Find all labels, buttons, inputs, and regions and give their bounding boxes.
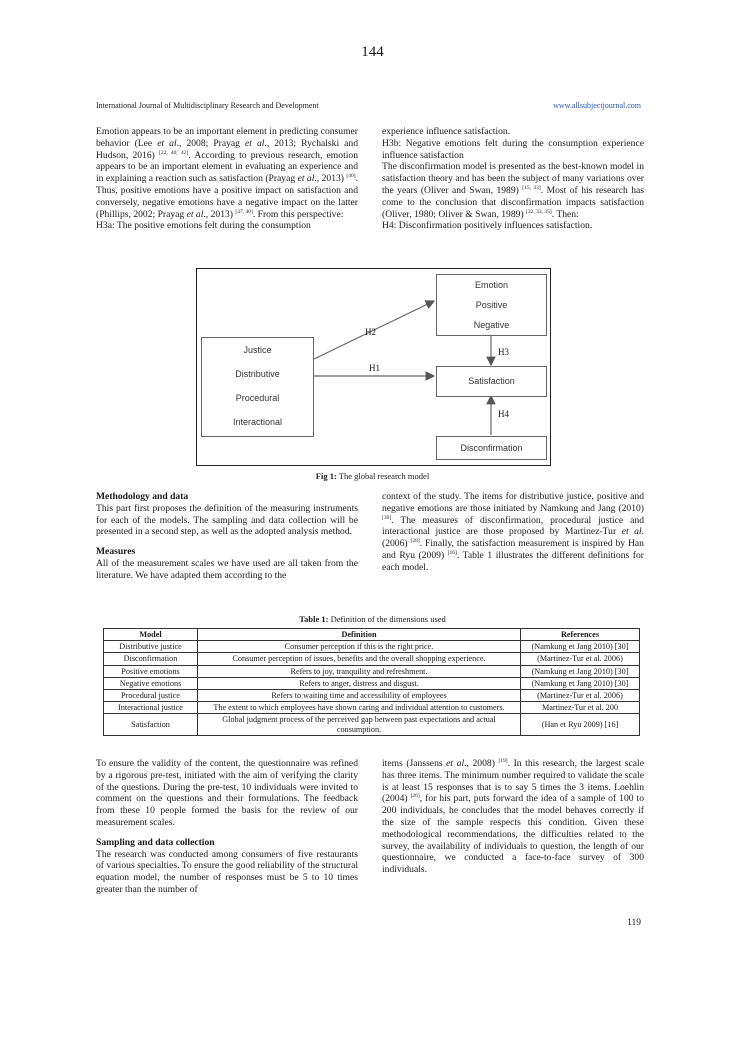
- justice-title: Justice: [243, 345, 272, 355]
- citation-ref: [15, 33]: [522, 184, 541, 191]
- citation-ref: [40]: [346, 173, 356, 179]
- cell-definition: Refers to anger, distress and disgust.: [198, 677, 521, 689]
- cell-model: Satisfaction: [104, 714, 198, 735]
- citation-ref: [32, 33, 35]: [526, 208, 552, 215]
- journal-title: International Journal of Multidisciplinary Research and Development: [96, 101, 319, 110]
- validity-right-column: [382, 758, 644, 876]
- text-run: H3b: Negative emotions felt during the consumption experience influence satisfaction: [382, 137, 644, 161]
- section-heading: Measures: [96, 546, 136, 558]
- cell-definition: Refers to joy, tranquility and refreshment.: [198, 665, 521, 677]
- text-run: H3a: The positive emotions felt during the consumption: [96, 220, 311, 232]
- cell-definition: Consumer perception of issues, benefits and the overall shopping experience.: [198, 653, 521, 665]
- text-run: . From this perspective:: [252, 208, 344, 220]
- cell-reference: (Martinez-Tur et al. 2006): [521, 690, 640, 702]
- journal-website[interactable]: www.allsubjectjournal.com: [553, 101, 641, 110]
- section-heading: Methodology and data: [96, 491, 189, 502]
- h3-label: H3: [498, 347, 509, 357]
- text-run: H4: Disconfirmation positively influences satisfaction.: [382, 220, 593, 232]
- text-run: The research was conducted among consumers of five restaurants of various specialties. To ensure the good reliability of the structural equation model, the number of responses must be 5 to 10 times greater than the number of: [96, 848, 358, 895]
- citation-ref: [16]: [447, 549, 457, 556]
- col-header-model: Model: [104, 629, 198, 641]
- page-top-number: 144: [361, 44, 384, 60]
- paragraph: [96, 503, 358, 538]
- italic-text: et al: [245, 137, 265, 149]
- text-run: The disconfirmation model is presented as the best-known model in satisfaction theory and has been the subject of many variations over the years (Oliver and Swan, 1989): [382, 161, 644, 196]
- satisfaction-box: Satisfaction: [436, 366, 547, 397]
- methodology-right-column: [382, 491, 644, 574]
- text-run: ., 2008): [464, 758, 499, 769]
- cell-reference: (Namkung et Jang 2010) [30]: [521, 665, 640, 677]
- paragraph: [96, 558, 358, 582]
- research-model-figure: [196, 268, 551, 466]
- emotion-title: Emotion: [474, 280, 509, 290]
- table-caption-label: Table 1:: [299, 614, 329, 624]
- cell-reference: (Martinez-Tur et al. 2006): [521, 653, 640, 665]
- cell-definition: Global judgment process of the perceived gap between past expectations and actual consumption.: [198, 714, 521, 735]
- text-run: context of the study. The items for distributive justice, positive and negative emotions are those initiated by Namkung and Jang (2010): [382, 491, 644, 514]
- paragraph: [382, 491, 644, 574]
- text-run: . Then:: [551, 208, 579, 220]
- cell-model: Interactional justice: [104, 702, 198, 714]
- validity-left-column: [96, 758, 358, 896]
- text-run: ., 2013; Rychalski and Hudson, 2016): [96, 137, 358, 161]
- justice-procedural: Procedural: [235, 393, 280, 403]
- italic-text: et al: [621, 526, 642, 538]
- cell-reference: (Han et Ryu 2009) [16]: [521, 714, 640, 735]
- italic-text: et al: [297, 173, 315, 185]
- paragraph: [96, 758, 358, 829]
- figure-caption: [196, 471, 549, 481]
- text-run: . In this research, the largest scale has three items. The minimum number required to validate the scale is at least 15 responses that is to say 5 times the 3 items. Loehlin (2004): [382, 758, 644, 805]
- intro-left-column: [96, 126, 358, 232]
- cell-definition: Refers to waiting time and accessibility of employees: [198, 690, 521, 702]
- emotion-box: [436, 274, 547, 336]
- cell-reference: (Namkung et Jang 2010) [30]: [521, 641, 640, 653]
- citation-ref: [26]: [410, 793, 420, 800]
- text-run: . Thus, positive emotions have a positive impact on satisfaction and conversely, negative emotions have a negative impact on the latter (Phillips, 2002; Prayag: [96, 173, 358, 220]
- justice-box: [201, 337, 314, 437]
- text-run: All of the measurement scales we have used are all taken from the literature. We have adapted them according to the: [96, 557, 358, 581]
- text-run: . Most of his research has come to the conclusion that disconfirmation impacts satisfaction (Oliver, 1980; Oliver & Swan, 1989): [382, 184, 645, 220]
- cell-model: Procedural justice: [104, 690, 198, 702]
- citation-ref: [28]: [410, 538, 420, 544]
- text-run: . (2006): [382, 526, 644, 550]
- emotion-negative: Negative: [473, 320, 510, 330]
- table-row: [104, 677, 640, 689]
- table-row: [104, 690, 640, 702]
- page-bottom-number: 119: [627, 918, 641, 928]
- text-run: . Finally, the satisfaction measurement is inspired by Han and Ryu (2009): [382, 538, 644, 561]
- text-run: items (Janssens: [382, 758, 447, 769]
- text-run: ., 2013): [203, 208, 236, 220]
- citation-ref: [37, 40]: [235, 208, 253, 215]
- figure-caption-text: The global research model: [336, 471, 430, 481]
- text-run: . The measures of disconfirmation, procedural justice and interactional justice are those proposed by Martinez-Tur: [382, 514, 644, 538]
- emotion-positive: Positive: [475, 300, 508, 310]
- paragraph: [96, 849, 358, 896]
- h1-label: H1: [369, 363, 380, 373]
- table-row: [104, 653, 640, 665]
- text-run: ., 2013): [314, 173, 347, 185]
- table-row: [104, 702, 640, 714]
- citation-ref: [19]: [498, 757, 508, 764]
- table-caption: [96, 614, 649, 624]
- table-row: [104, 665, 640, 677]
- text-run: experience influence satisfaction.: [382, 126, 511, 137]
- cell-model: Positive emotions: [104, 665, 198, 677]
- methodology-left-column: [96, 491, 358, 582]
- cell-reference: Martinez-Tur et al. 200: [521, 702, 640, 714]
- text-run: Emotion appears to be an important element in predicting consumer behavior (Lee: [96, 126, 358, 149]
- text-run: . Table 1 illustrates the different definitions for each model.: [382, 549, 644, 573]
- cell-reference: (Namkung et Jang 2010) [30]: [521, 677, 640, 689]
- text-run: This part first proposes the definition of the measuring instruments for each of the models. The sampling and data collection will be presented in a second step, as well as the adopted analysis method.: [96, 502, 358, 538]
- paragraph: [382, 758, 644, 876]
- table-caption-text: Definition of the dimensions used: [328, 614, 446, 624]
- cell-model: Distributive justice: [104, 641, 198, 653]
- paragraph: [382, 126, 644, 232]
- table-header-row: [104, 629, 640, 641]
- paragraph: [96, 126, 358, 232]
- text-run: ., 2008; Prayag: [176, 137, 245, 149]
- justice-distributive: Distributive: [235, 369, 280, 379]
- text-run: To ensure the validity of the content, the questionnaire was refined by a rigorous pre-test, initiated with the aim of verifying the clarity of the questions. During the pre-test, 10 individuals were invited to comment on the questions and their formulations. The feedback from these 10 people formed the basis for the review of our measurement scales.: [96, 758, 358, 828]
- section-heading: Sampling and data collection: [96, 836, 215, 848]
- spacer: [96, 538, 358, 546]
- text-run: , for his part, puts forward the idea of a sample of 100 to 200 individuals, he concludes that the model behaves correctly if the size of the sample respects this condition. Given these methodological recommendations, the difficulties related to the survey, the availability of individuals to question, the length of our questionnaire, we conducted a face-to-face survey of 300 individuals.: [382, 793, 644, 876]
- h2-label: H2: [365, 327, 376, 337]
- italic-text: et al: [157, 137, 177, 149]
- table-row: [104, 641, 640, 653]
- italic-text: et al: [186, 208, 204, 220]
- h4-label: H4: [498, 409, 509, 419]
- justice-interactional: Interactional: [232, 417, 283, 427]
- intro-right-column: [382, 126, 644, 232]
- spacer: [96, 829, 358, 837]
- definitions-table: [103, 628, 640, 736]
- italic-text: et al: [446, 758, 465, 769]
- cell-definition: Consumer perception if this is the right price.: [198, 641, 521, 653]
- figure-caption-label: Fig 1:: [315, 471, 337, 481]
- text-run: . According to previous research, emotion appears to be an important element in evaluating an experience and in explaining a reaction such as satisfaction (Prayag: [96, 149, 358, 185]
- disconfirmation-box: Disconfirmation: [436, 436, 547, 460]
- col-header-references: References: [521, 629, 640, 641]
- citation-ref: [30]: [382, 514, 392, 521]
- cell-model: Disconfirmation: [104, 653, 198, 665]
- cell-definition: The extent to which employees have shown caring and individual attention to customers.: [198, 702, 521, 714]
- table-row: [104, 714, 640, 735]
- col-header-definition: Definition: [198, 629, 521, 641]
- cell-model: Negative emotions: [104, 677, 198, 689]
- citation-ref: [22, 40, 42]: [159, 149, 189, 156]
